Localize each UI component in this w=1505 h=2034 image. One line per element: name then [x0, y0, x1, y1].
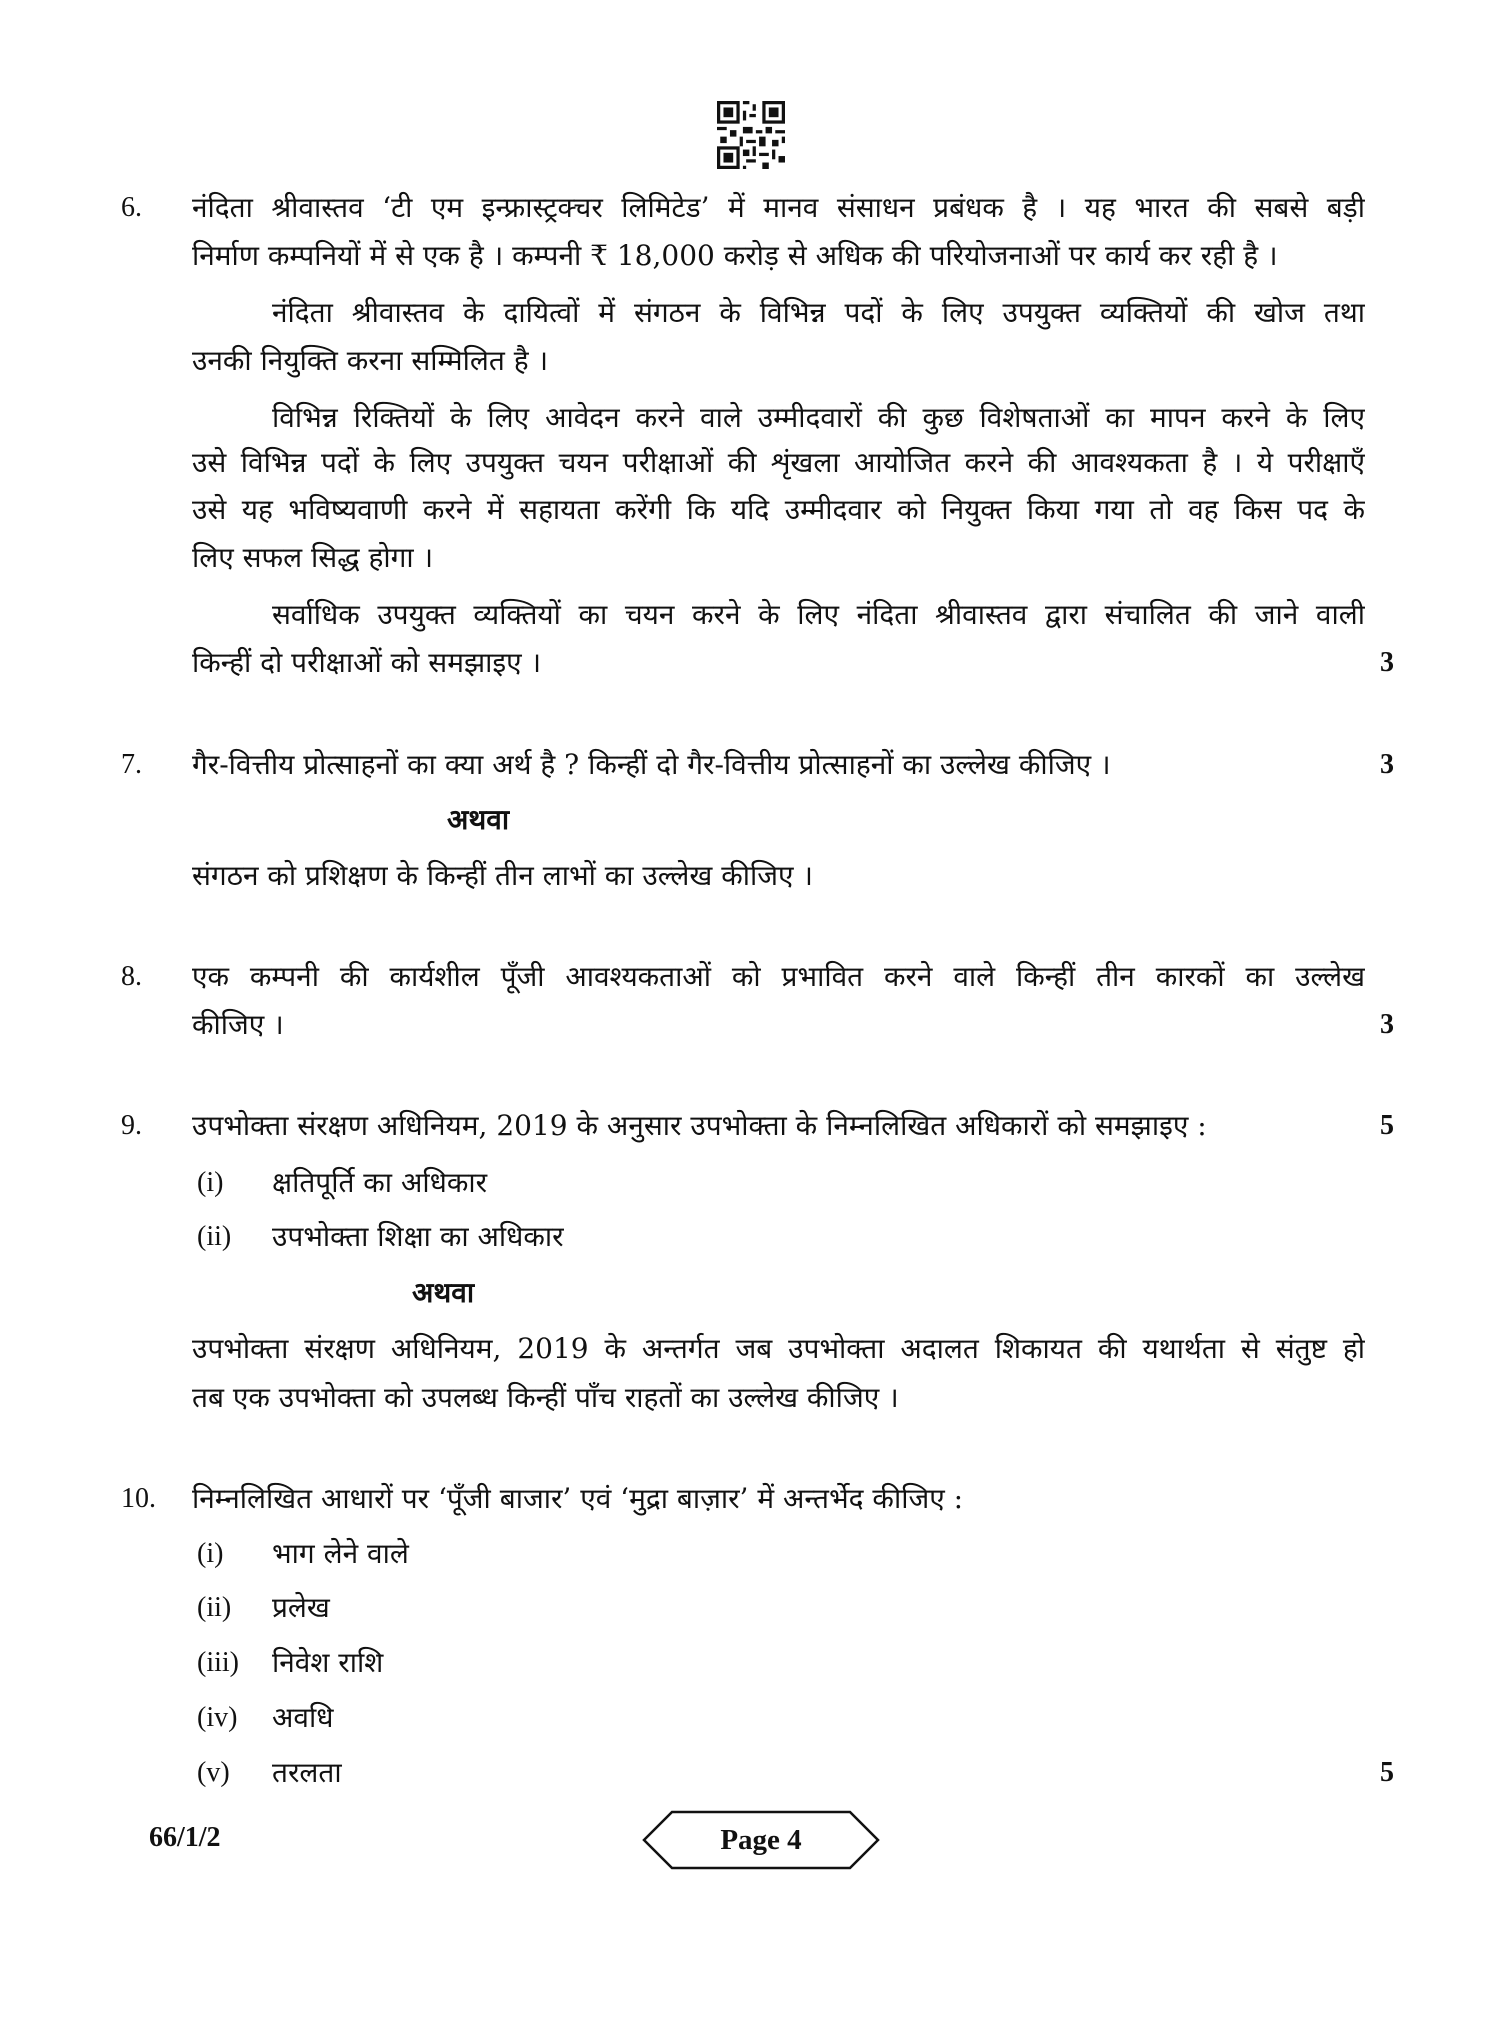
question-text-line: उसे यह भविष्यवाणी करने में सहायता करेंगी कि यदि उम्मीदवार को नियुक्त किया गया तो वह किस पद के — [192, 493, 1365, 526]
sub-item-text: भाग लेने वाले — [272, 1537, 409, 1570]
qr-code-icon — [717, 101, 785, 169]
marks: 5 — [1380, 1110, 1394, 1141]
alternative-question-text: संगठन को प्रशिक्षण के किन्हीं तीन लाभों का उल्लेख कीजिए । — [192, 859, 813, 892]
sub-item-text: अवधि — [272, 1701, 334, 1734]
question-text-line: सर्वाधिक उपयुक्त व्यक्तियों का चयन करने के लिए नंदिता श्रीवास्तव द्वारा संचालित की जाने वाली — [272, 598, 1365, 631]
marks: 3 — [1380, 647, 1394, 678]
sub-item-label: (v) — [197, 1757, 230, 1788]
paper-code: 66/1/2 — [149, 1822, 221, 1853]
question-text-line: उनकी नियुक्ति करना सम्मिलित है । — [192, 344, 549, 377]
sub-item-label: (ii) — [197, 1592, 232, 1623]
sub-item-text: उपभोक्ता शिक्षा का अधिकार — [272, 1220, 564, 1253]
or-label: अथवा — [447, 803, 510, 836]
sub-item-label: (iv) — [197, 1702, 238, 1733]
question-text: उपभोक्ता संरक्षण अधिनियम, 2019 के अनुसार उपभोक्ता के निम्नलिखित अधिकारों को समझाइए : — [192, 1109, 1207, 1142]
marks: 5 — [1380, 1757, 1394, 1788]
page-number: Page 4 — [720, 1824, 802, 1856]
alternative-question-line: उपभोक्ता संरक्षण अधिनियम, 2019 के अन्तर्गत जब उपभोक्ता अदालत शिकायत की यथार्थता से संतुष्ट हो — [192, 1332, 1365, 1365]
alternative-question-line: तब एक उपभोक्ता को उपलब्ध किन्हीं पाँच राहतों का उल्लेख कीजिए । — [192, 1381, 899, 1414]
marks: 3 — [1380, 1009, 1394, 1040]
question-text-line: उसे विभिन्न पदों के लिए उपयुक्त चयन परीक्षाओं की शृंखला आयोजित करने की आवश्यकता है । ये परीक्षाएँ — [192, 446, 1365, 479]
sub-item-label: (ii) — [197, 1221, 232, 1252]
question-text-line: निर्माण कम्पनियों में से एक है । कम्पनी ₹ 18,000 करोड़ से अधिक की परियोजनाओं पर कार्य कर रही है । — [192, 239, 1278, 272]
page-number-badge — [642, 1810, 880, 1870]
sub-item-text: निवेश राशि — [272, 1646, 384, 1679]
sub-item-text: क्षतिपूर्ति का अधिकार — [272, 1166, 488, 1199]
question-text-line: नंदिता श्रीवास्तव के दायित्वों में संगठन के विभिन्न पदों के लिए उपयुक्त व्यक्तियों की खोज तथा — [272, 296, 1365, 329]
question-number: 10. — [121, 1483, 156, 1514]
sub-item-label: (iii) — [197, 1647, 239, 1678]
question-text-line: एक कम्पनी की कार्यशील पूँजी आवश्यकताओं को प्रभावित करने वाले किन्हीं तीन कारकों का उल्लेख — [192, 960, 1365, 993]
sub-item-label: (i) — [197, 1538, 224, 1569]
question-text: गैर-वित्तीय प्रोत्साहनों का क्या अर्थ है ? किन्हीं दो गैर-वित्तीय प्रोत्साहनों का उल्लेख कीजिए । — [192, 748, 1111, 781]
question-text-line: विभिन्न रिक्तियों के लिए आवेदन करने वाले उम्मीदवारों की कुछ विशेषताओं का मापन करने के लिए — [272, 401, 1365, 434]
question-text-line: लिए सफल सिद्ध होगा । — [192, 541, 434, 574]
sub-item-label: (i) — [197, 1167, 224, 1198]
question-text-line: नंदिता श्रीवास्तव ‘टी एम इन्फ्रास्ट्रक्चर लिमिटेड’ में मानव संसाधन प्रबंधक है । यह भारत की सबसे बड़ी — [192, 191, 1365, 224]
or-label: अथवा — [412, 1276, 475, 1309]
question-text: निम्नलिखित आधारों पर ‘पूँजी बाजार’ एवं ‘मुद्रा बाज़ार’ में अन्तर्भेद कीजिए : — [192, 1482, 964, 1515]
sub-item-text: प्रलेख — [272, 1591, 330, 1624]
question-text-line: कीजिए । — [192, 1008, 284, 1041]
question-text-line: किन्हीं दो परीक्षाओं को समझाइए । — [192, 646, 542, 679]
marks: 3 — [1380, 749, 1394, 780]
sub-item-text: तरलता — [272, 1756, 342, 1789]
question-number: 7. — [121, 749, 142, 780]
question-number: 6. — [121, 192, 142, 223]
question-number: 8. — [121, 961, 142, 992]
question-number: 9. — [121, 1110, 142, 1141]
